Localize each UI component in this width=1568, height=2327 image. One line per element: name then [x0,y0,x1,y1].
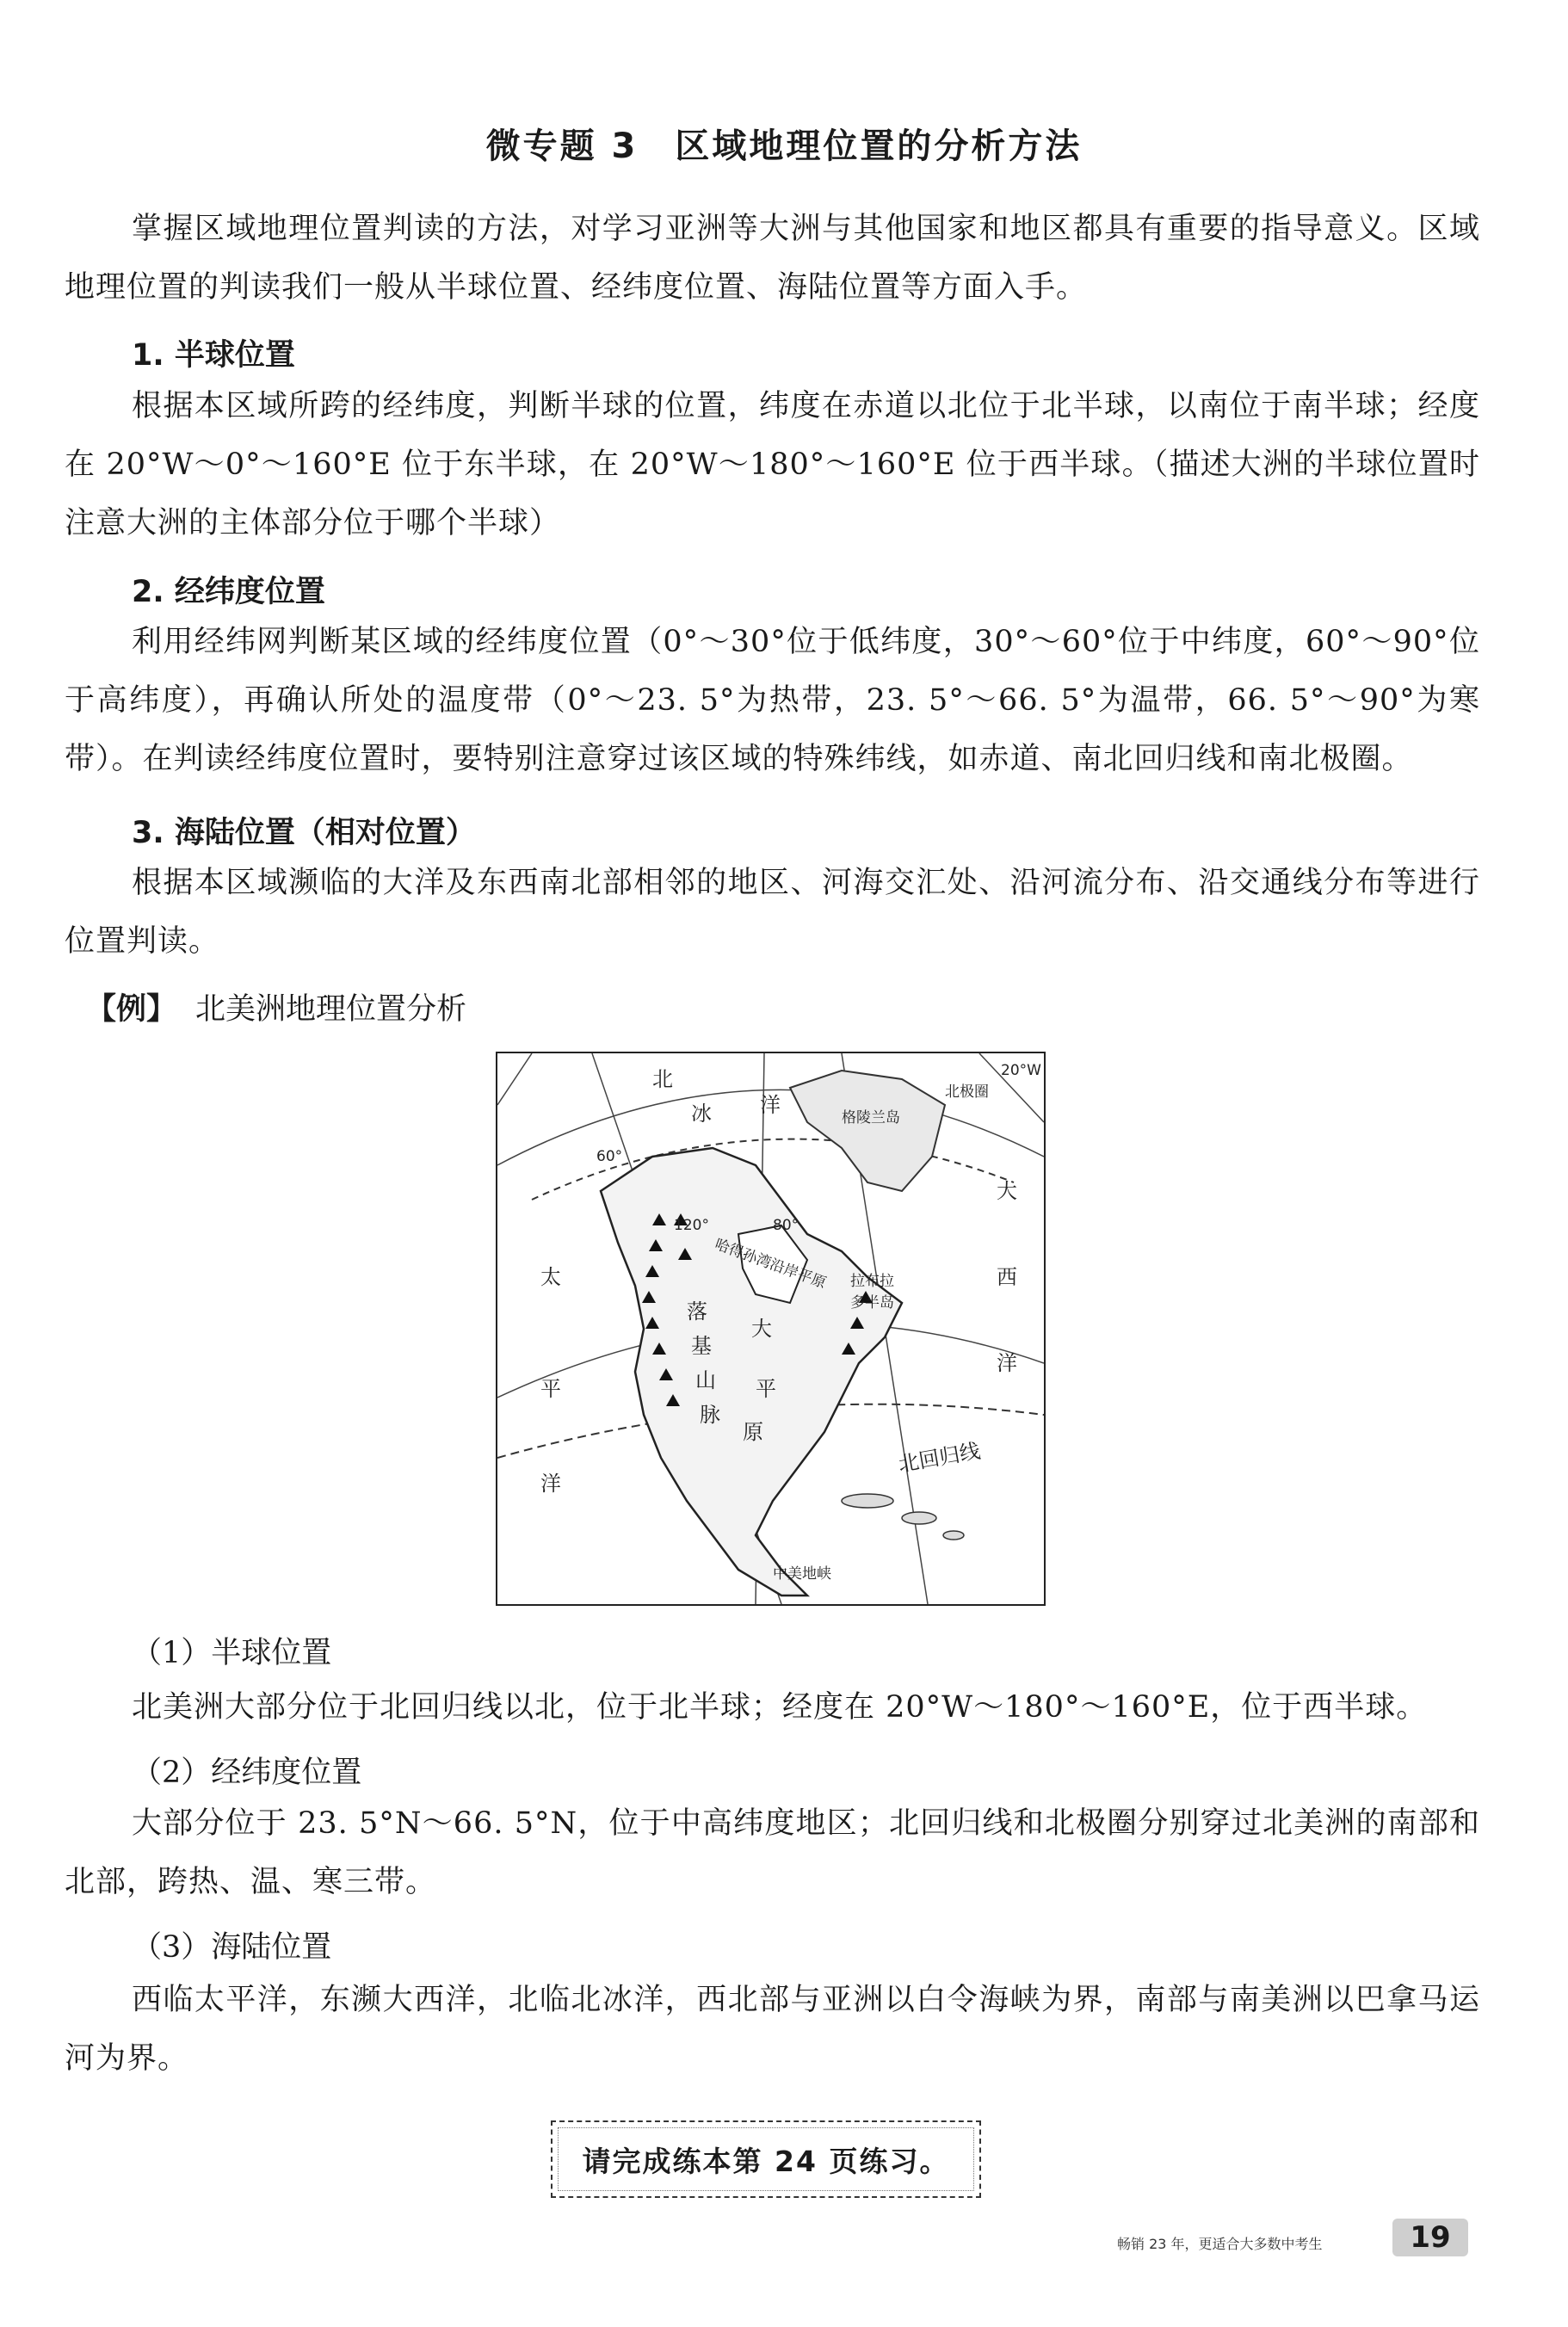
label-greenland: 格陵兰岛 [842,1109,900,1126]
label-rocky-shan: 山 [695,1368,716,1392]
label-labrador: 拉布拉多半岛 [850,1273,894,1312]
label-atlantic-xi: 西 [997,1265,1017,1289]
label-rocky-mai: 脉 [700,1403,720,1427]
label-pacific-ping: 平 [540,1377,561,1401]
section-2-heading: 2. 经纬度位置 [132,575,325,609]
caribbean-islands [842,1494,964,1540]
analysis-3-body: 西临太平洋，东濒大西洋，北临北冰洋，西北部与亚洲以白令海峡为界，南部与南美洲以巴拿马运河为界。 [65,1983,1480,2076]
label-rocky-ji: 基 [691,1334,712,1358]
label-rocky-luo: 落 [687,1299,707,1324]
page-number: 19 [1392,2219,1468,2256]
label-lon-20w: 20°W [1001,1062,1041,1079]
label-plain-da: 大 [751,1317,772,1341]
section-3-heading: 3. 海陆位置（相对位置） [132,816,476,850]
label-arctic-bei: 北 [652,1067,673,1091]
label-lat-60: 60° [596,1148,623,1165]
section-1-body: 根据本区域所跨的经纬度，判断半球的位置，纬度在赤道以北位于北半球，以南位于南半球；经度在 20°W～0°～160°E 位于东半球，在 20°W～180°～160°E 位于西半球。（描述大洲的半球位置时注意大洲的主体部分位于哪个半球） [65,389,1480,540]
north-america-map [496,1052,1046,1606]
section-3-body: 根据本区域濒临的大洋及东西南北部相邻的地区、河海交汇处、沿河流分布、沿交通线分布等进行位置判读。 [65,866,1480,959]
analysis-2-body: 大部分位于 23. 5°N～66. 5°N，位于中高纬度地区；北回归线和北极圈分别穿过北美洲的南部和北部，跨热、温、寒三带。 [65,1806,1480,1899]
label-pacific-tai: 太 [540,1265,561,1289]
section-1-heading: 1. 半球位置 [132,338,295,373]
analysis-1-body: 北美洲大部分位于北回归线以北，位于北半球；经度在 20°W～180°～160°E，位于西半球。 [132,1690,1428,1725]
label-pacific-yang: 洋 [540,1472,561,1496]
label-plain-ping: 平 [756,1377,776,1401]
footer-slogan: 畅销 23 年，更适合大多数中考生 [1117,2236,1323,2252]
example-tag: 【例】 [86,992,177,1027]
practice-box: 请完成练本第 24 页练习。 [551,2120,981,2198]
intro-paragraph: 掌握区域地理位置判读的方法，对学习亚洲等大洲与其他国家和地区都具有重要的指导意义。区域地理位置的判读我们一般从半球位置、经纬度位置、海陆位置等方面入手。 [65,212,1480,305]
label-arctic-yang: 洋 [760,1093,781,1117]
analysis-2-heading: （2）经纬度位置 [132,1756,362,1790]
continent-shape [601,1148,902,1596]
label-lon-80: 80° [773,1217,799,1234]
label-lon-120: 120° [674,1217,709,1234]
label-atlantic-yang: 洋 [997,1351,1017,1375]
greenland-shape [790,1071,945,1191]
page-title: 微专题 3 区域地理位置的分析方法 [485,127,1083,166]
label-plain-yuan: 原 [743,1420,763,1444]
label-arctic-bing: 冰 [691,1102,712,1126]
label-arctic-circle: 北极圈 [945,1083,989,1101]
label-central: 中美地峡 [773,1565,831,1583]
section-2-body: 利用经纬网判断某区域的经纬度位置（0°～30°位于低纬度，30°～60°位于中纬度，60°～90°位于高纬度），再确认所处的温度带（0°～23. 5°为热带，23. 5°～66. 5°为温带，66. 5°～90°为寒带）。在判读经纬度位置时，要特别注意穿过该区域的特殊纬线，如赤道、南北回归线和南北极圈。 [65,625,1480,776]
example-line [86,985,466,1028]
analysis-3-heading: （3）海陆位置 [132,1930,332,1965]
analysis-1-heading: （1）半球位置 [132,1636,332,1670]
label-hudson: 哈得孙湾沿岸平原 [712,1236,829,1293]
label-tropic: 北回归线 [896,1438,983,1478]
example-text: 北美洲地理位置分析 [195,992,467,1027]
label-atlantic-da: 大 [997,1179,1017,1203]
